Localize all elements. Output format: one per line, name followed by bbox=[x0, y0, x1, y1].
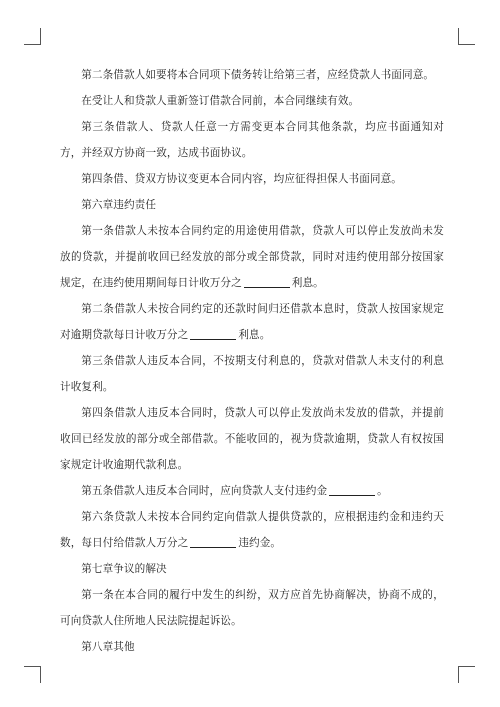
clause-dispute-resolution: 第一条在本合同的履行中发生的纠纷，双方应首先协商解决，协商不成的，可向贷款人住所地人民法院提起诉讼。 bbox=[60, 589, 444, 627]
clause-contract-validity: 在受让人和贷款人重新签订借款合同前，本合同继续有效。 bbox=[81, 95, 360, 107]
clause-text: 。 bbox=[377, 485, 388, 497]
clause-compound-interest: 第三条借款人违反本合同，不按期支付利息的，贷款对借款人未支付的利息计收复利。 bbox=[60, 355, 444, 393]
clause-misuse-penalty bbox=[60, 218, 444, 296]
fill-in-blank bbox=[190, 535, 236, 548]
clause-borrower-penalty bbox=[60, 478, 444, 504]
clause-amend-terms: 第三条借款人、贷款人任意一方需变更本合同其他条款，均应书面通知对方，并经双方协商一致，达成书面协议。 bbox=[60, 121, 444, 159]
clause-overdue-interest bbox=[60, 296, 444, 348]
clause-text: 违约金。 bbox=[238, 537, 282, 549]
corner-mark-top-left bbox=[24, 28, 41, 45]
clause-debt-transfer: 第二条借款人如要将本合同项下债务转让给第三者，应经贷款人书面同意。 bbox=[81, 69, 435, 81]
clause-text: 第六条贷款人未按本合同约定向借款人提供贷款的，应根据违约金和违约天数，每日付给借款人万分之 bbox=[60, 511, 444, 549]
clause-stop-lending: 第四条借款人违反本合同时，贷款人可以停止发放尚未发放的借款，并提前收回已经发放的部分或全部借款。不能收回的，视为贷款逾期，贷款人有权按国家规定计收逾期代款利息。 bbox=[60, 407, 444, 471]
corner-mark-bottom-right bbox=[458, 666, 475, 683]
clause-guarantor-consent: 第四条借、贷双方协议变更本合同内容，均应征得担保人书面同意。 bbox=[81, 173, 402, 185]
fill-in-blank bbox=[244, 275, 290, 288]
clause-lender-penalty bbox=[60, 504, 444, 556]
chapter-heading-liability: 第六章违约责任 bbox=[81, 199, 157, 211]
fill-in-blank bbox=[329, 483, 375, 496]
clause-text: 第一条借款人未按本合同约定的用途使用借款，贷款人可以停止发放尚未发放的贷款，并提前收回已经发放的部分或全部贷款，同时对违约使用部分按国家规定，在违约使用期间每日计收万分之 bbox=[60, 225, 444, 289]
corner-mark-bottom-left bbox=[24, 666, 41, 683]
chapter-heading-other: 第八章其他 bbox=[81, 641, 135, 653]
clause-text: 第五条借款人违反本合同时，应向贷款人支付违约金 bbox=[81, 485, 328, 497]
clause-text: 利息。 bbox=[238, 329, 271, 341]
fill-in-blank bbox=[190, 327, 236, 340]
corner-mark-top-right bbox=[458, 28, 475, 45]
chapter-heading-dispute: 第七章争议的解决 bbox=[81, 563, 167, 575]
clause-text: 利息。 bbox=[291, 277, 324, 289]
clause-text: 第二条借款人未按合同约定的还款时间归还借款本息时，贷款人按国家规定对逾期贷款每日计收万分之 bbox=[60, 303, 444, 341]
document-body bbox=[60, 62, 444, 660]
